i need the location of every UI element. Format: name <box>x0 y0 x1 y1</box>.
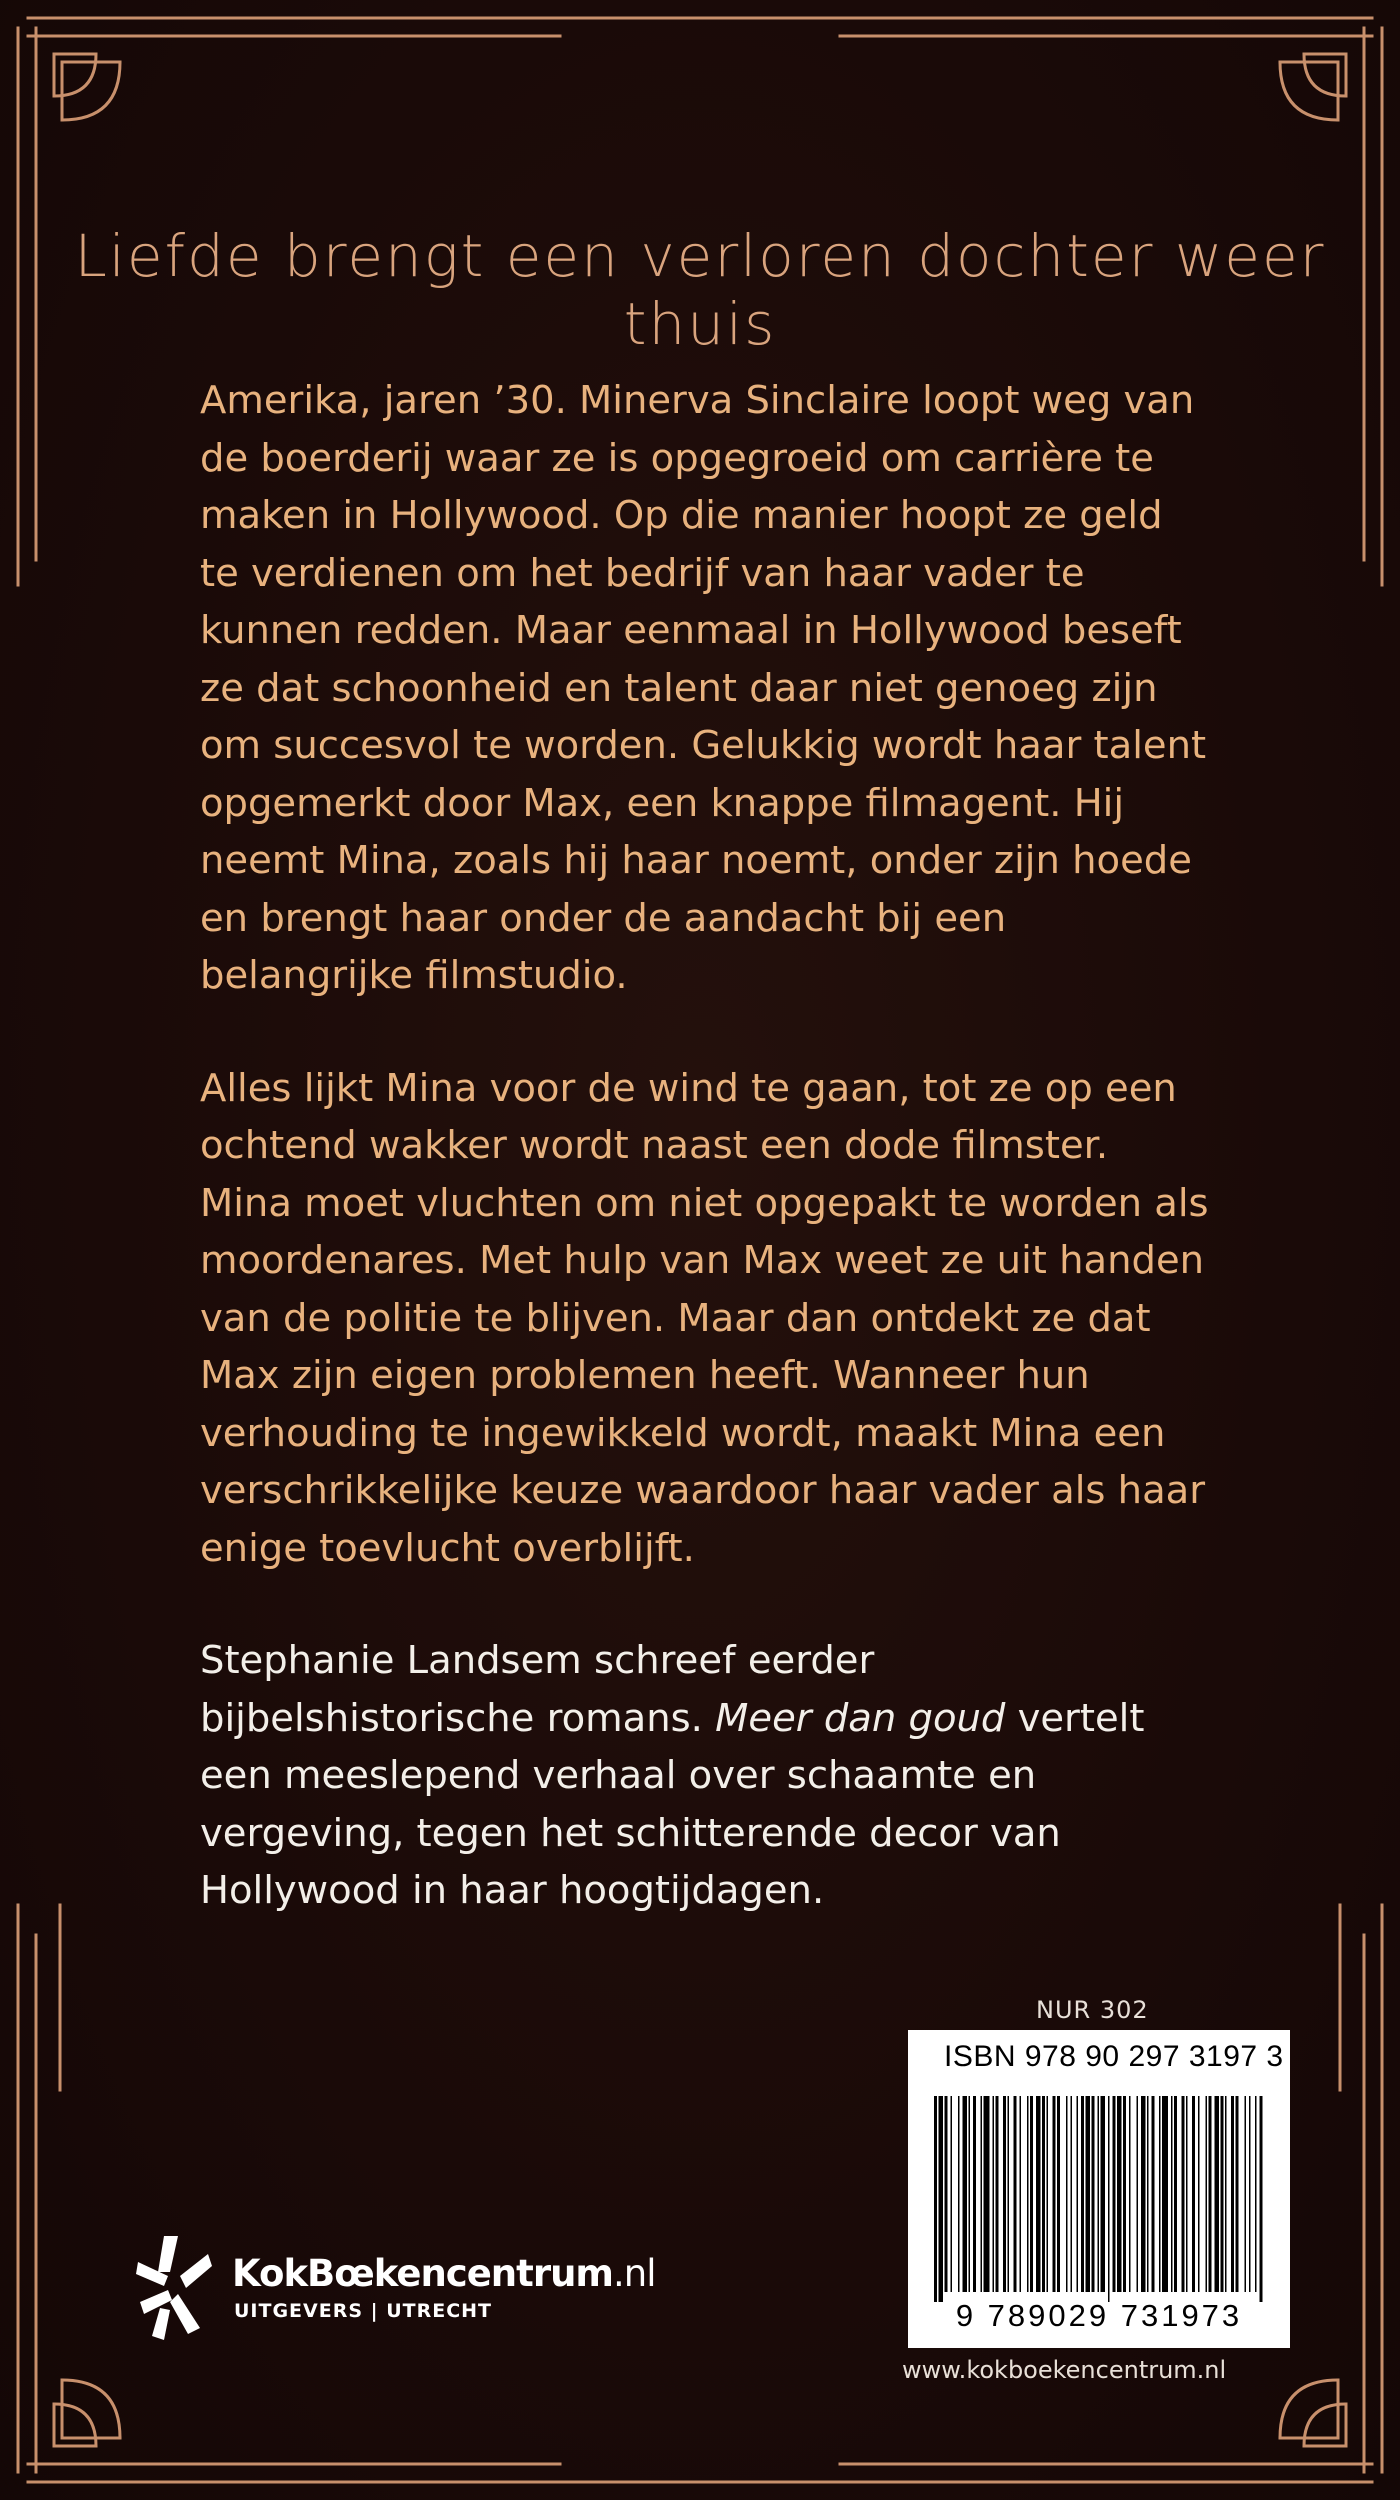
author-paragraph <box>200 1632 1210 1920</box>
frame-corner-top-left <box>18 18 560 250</box>
author-text-after: vertelt een meeslepend verhaal over schaamte en vergeving, tegen het schitterende decor van Hollywood in haar hoogtijdagen. <box>200 1695 1145 1913</box>
book-title: Meer dan goud <box>715 1695 1006 1741</box>
publisher-logo-icon <box>134 2232 214 2342</box>
publisher-name <box>232 2252 655 2295</box>
publisher-subtitle: UITGEVERS | UTRECHT <box>234 2300 493 2322</box>
tagline: Liefde brengt een verloren dochter weer thuis <box>74 222 1326 358</box>
publisher-name-tld: .nl <box>612 2252 656 2295</box>
author-text-before: Stephanie Landsem schreef eerder bijbelshistorische romans. <box>200 1638 875 1741</box>
barcode-digits: 9 789029 731973 <box>955 2298 1243 2333</box>
nur-code: NUR 302 <box>1036 1996 1149 2024</box>
publisher-website[interactable]: www.kokboekencentrum.nl <box>902 2356 1227 2384</box>
isbn-barcode <box>908 2030 1290 2348</box>
frame-corner-top-right <box>840 18 1382 250</box>
blurb <box>200 372 1210 1975</box>
isbn-label: ISBN 978 90 297 3197 3 <box>944 2040 1284 2073</box>
publisher-name-main: KokBœkencentrum <box>232 2252 613 2295</box>
blurb-paragraph-2: Alles lijkt Mina voor de wind te gaan, tot ze op een ochtend wakker wordt naast een dode filmster. Mina moet vluchten om niet opgepakt te worden als moordenares. Met hulp van Max weet ze uit handen van de politie te blijven. Maar dan ontdekt ze dat Max zijn eigen problemen heeft. Wanneer hun verhouding te ingewikkeld wordt, maakt Mina een verschrikkelijke keuze waardoor haar vader als haar enige toevlucht overblijft. <box>200 1065 1209 1571</box>
blurb-paragraph-1: Amerika, jaren ’30. Minerva Sinclaire loopt weg van de boerderij waar ze is opgegroeid om carrière te maken in Hollywood. Op die manier hoopt ze geld te verdienen om het bedrijf van haar vader te kunnen redden. Maar eenmaal in Hollywood beseft ze dat schoonheid en talent daar niet genoeg zijn om succesvol te worden. Gelukkig wordt haar talent opgemerkt door Max, een knappe filmagent. Hij neemt Mina, zoals hij haar noemt, onder zijn hoede en brengt haar onder de aandacht bij een belangrijke filmstudio. <box>200 378 1207 998</box>
